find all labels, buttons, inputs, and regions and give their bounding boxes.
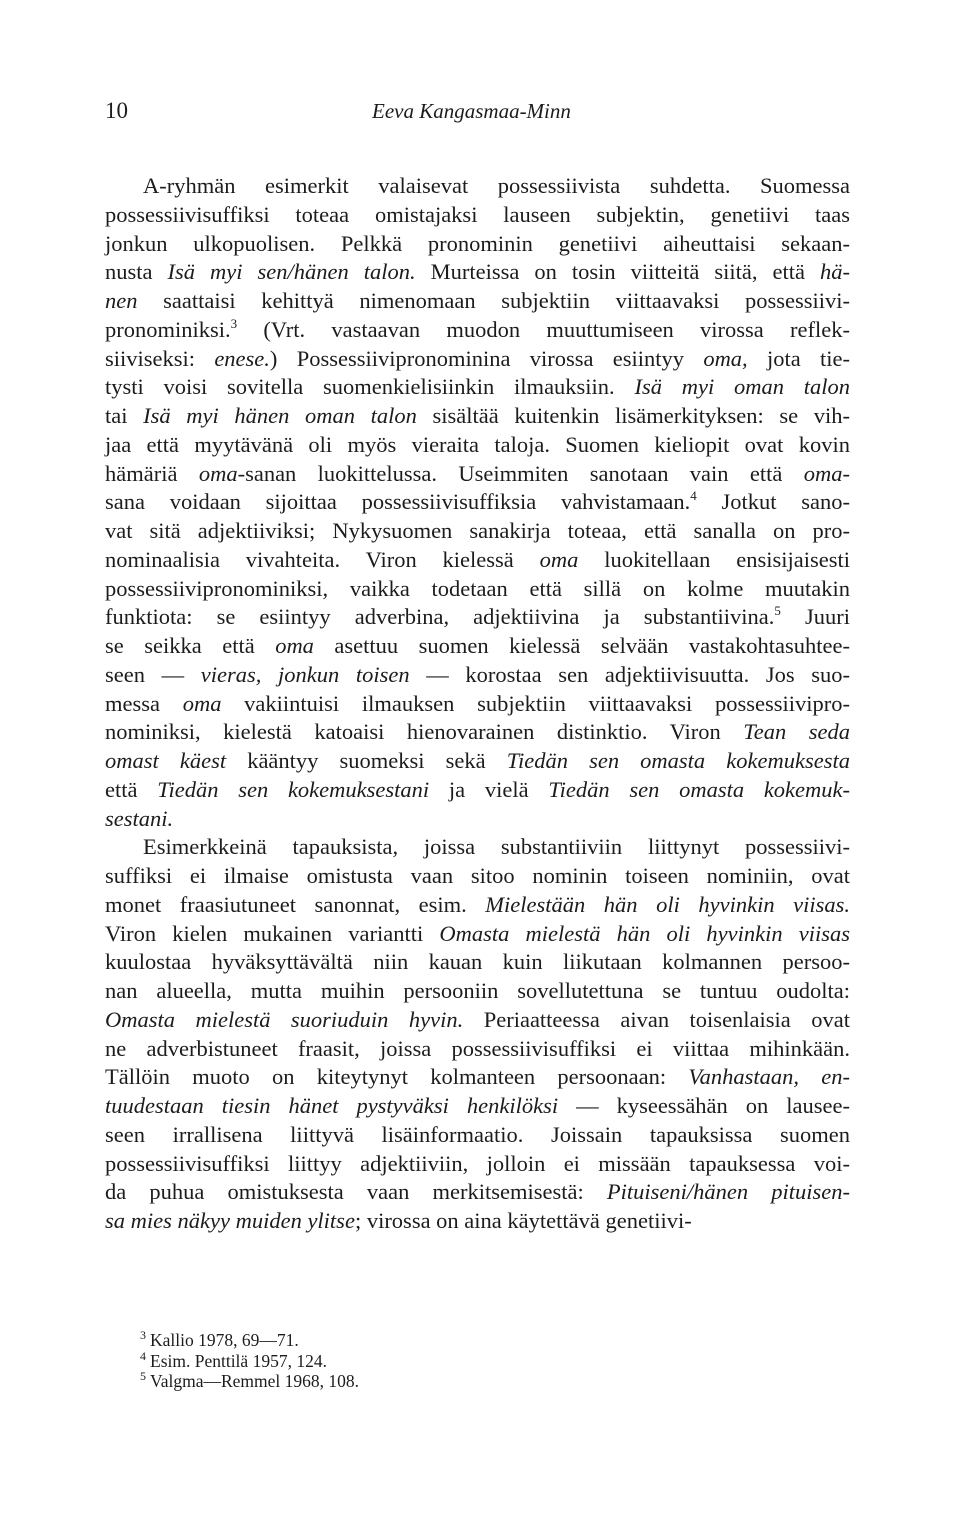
text-span: possessiivisuffiksi toteaa omistajaksi lauseen subjektin, genetiivi taas <box>105 201 850 227</box>
text-span: nan alueella, mutta muihin persooniin sovellutettuna se tuntuu oudolta: <box>105 978 850 1003</box>
text-span: kuulostaa hyväksyttävältä niin kauan kuin liikutaan kolmannen persoo- <box>105 949 850 975</box>
text-line <box>105 431 850 460</box>
text-span: monet fraasiutuneet sanonnat, esim. <box>105 891 486 917</box>
text-span: siiviseksi: <box>105 345 215 371</box>
italic-span: oma, <box>703 345 748 371</box>
footnote-text: Kallio 1978, 69—71. <box>150 1330 299 1350</box>
text-span: nominaalisia vivahteita. Viron kielessä <box>105 546 540 572</box>
text-span: ) Possessiivipronominina virossa esiintyy <box>269 345 704 371</box>
text-line <box>105 862 850 891</box>
text-line <box>105 258 850 287</box>
italic-span: oma <box>539 546 579 572</box>
text-line <box>105 488 850 517</box>
italic-span: sa mies näkyy muiden ylitse <box>105 1208 355 1233</box>
footnote <box>140 1371 640 1392</box>
text-span: funktiota: se esiintyy adverbina, adjektiivina ja substantiivina. <box>105 604 775 630</box>
text-span: possessiivipronominiksi, vaikka todetaan että sillä on kolme muutakin <box>105 575 850 601</box>
text-line <box>105 402 850 431</box>
paragraph <box>105 172 850 833</box>
text-line <box>105 1121 850 1150</box>
text-line <box>105 661 850 690</box>
italic-span: oma- <box>803 460 850 486</box>
text-line <box>105 1092 850 1121</box>
footnote-ref: 5 <box>774 603 781 619</box>
text-span: Murteissa on tosin viitteitä siitä, että <box>415 259 821 285</box>
text-span: jonkun ulkopuolisen. Pelkkä pronominin genetiivi aiheuttaisi sekaan- <box>105 230 850 256</box>
text-span: vakiintuisi ilmauksen subjektiin viittaavaksi possessiivipro- <box>221 690 850 716</box>
text-span: messa <box>105 690 183 716</box>
text-line <box>105 172 850 201</box>
text-line <box>105 546 850 575</box>
page-number: 10 <box>105 98 128 123</box>
text-span: sisältää kuitenkin lisämerkityksen: se vih- <box>416 403 850 428</box>
italic-span: enese. <box>214 345 270 371</box>
italic-span: nen <box>105 288 138 313</box>
text-line <box>105 690 850 719</box>
text-span: jota tie- <box>747 345 850 371</box>
text-line <box>105 948 850 977</box>
text-line <box>105 373 850 402</box>
text-span: asettuu suomen kielessä selvään vastakohtasuhtee- <box>313 633 851 658</box>
italic-span: Vanhastaan, en- <box>688 1064 850 1090</box>
text-span: — korostaa sen adjektiivisuutta. Jos suo- <box>409 661 850 687</box>
text-span: Juuri <box>780 604 851 630</box>
italic-span: Tiedän sen omasta kokemuk- <box>548 776 851 802</box>
italic-span: oma <box>275 633 314 658</box>
italic-span: Omasta mielestä suoriuduin hyvin. <box>105 1006 464 1032</box>
text-line <box>105 891 850 920</box>
text-line <box>105 776 850 805</box>
italic-span: omast käest <box>105 748 227 773</box>
text-span: Viron kielen mukainen variantti <box>105 920 440 946</box>
text-span: ja vielä <box>429 776 549 802</box>
footnote-number: 3 <box>140 1328 146 1342</box>
text-line <box>105 1207 850 1236</box>
text-span: possessiivisuffiksi liittyy adjektiiviin, jolloin ei missään tapauksessa voi- <box>105 1150 850 1176</box>
text-line <box>105 977 850 1006</box>
text-span: suffiksi ei ilmaise omistusta vaan sitoo nominin toiseen nominiin, ovat <box>105 863 850 888</box>
text-span: kääntyy suomeksi sekä <box>226 748 507 773</box>
italic-span: Omasta mielestä hän oli hyvinkin viisas <box>439 920 850 946</box>
text-span: luokitellaan ensisijaisesti <box>578 546 850 572</box>
italic-span: Isä myi hänen oman talon <box>143 403 417 428</box>
text-line <box>105 603 850 632</box>
footnote-text: Esim. Penttilä 1957, 124. <box>150 1350 327 1371</box>
text-span: Jotkut sano- <box>696 489 850 515</box>
italic-span: Isä myi oman talon <box>634 374 850 400</box>
text-line <box>105 718 850 747</box>
text-span: (Vrt. vastaavan muodon muuttumiseen virossa reflek- <box>237 316 850 342</box>
text-line <box>105 1035 850 1064</box>
text-span: että <box>105 776 158 802</box>
text-span: seen irrallisena liittyvä lisäinformaatio. Joissain tapauksissa suomen <box>105 1121 850 1147</box>
footnote-text: Valgma—Remmel 1968, 108. <box>150 1371 360 1391</box>
text-span: hämäriä <box>105 460 199 486</box>
text-span: Periaatteessa aivan toisenlaisia ovat <box>463 1006 850 1032</box>
page-header <box>105 98 850 132</box>
italic-span: hä- <box>820 259 851 285</box>
text-span: se seikka että <box>105 633 276 658</box>
italic-span: sestani. <box>105 805 174 831</box>
text-span: nominiksi, kielestä katoaisi hienovarainen distinktio. Viron <box>105 719 744 745</box>
text-span: -sanan luokittelussa. Useimmiten sanotaan vain että <box>237 460 804 486</box>
text-line <box>105 747 850 776</box>
text-span: nusta <box>105 259 168 285</box>
footnotes <box>140 1330 640 1392</box>
italic-span: oma <box>182 690 222 716</box>
body-text <box>105 172 850 1236</box>
italic-span: Tiedän sen omasta kokemuksesta <box>506 748 850 773</box>
text-line <box>105 805 850 834</box>
italic-span: Isä myi sen/hänen talon. <box>167 259 416 285</box>
running-head: Eeva Kangasmaa-Minn <box>372 99 571 123</box>
text-line <box>105 575 850 604</box>
text-span: ; virossa on aina käytettävä genetiivi- <box>354 1208 692 1233</box>
italic-span: Tean seda <box>743 719 850 745</box>
text-line <box>105 345 850 374</box>
text-line <box>105 632 850 661</box>
text-line <box>105 1006 850 1035</box>
text-line <box>105 920 850 949</box>
text-span: ne adverbistuneet fraasit, joissa possessiivisuffiksi ei viittaa mihinkään. <box>105 1035 850 1061</box>
text-line <box>105 201 850 230</box>
footnote-ref: 3 <box>230 315 238 331</box>
text-span: Esimerkkeinä tapauksista, joissa substantiiviin liittynyt possessiivi- <box>143 834 850 860</box>
italic-span: Mielestään hän oli hyvinkin viisas. <box>485 891 850 917</box>
text-line <box>105 1063 850 1092</box>
text-line <box>105 230 850 259</box>
text-span: sana voidaan sijoittaa possessiivisuffiksia vahvistamaan. <box>105 489 691 515</box>
italic-span: Pituiseni/hänen pituisen- <box>606 1179 850 1205</box>
text-span: — kyseessähän on lausee- <box>558 1093 850 1118</box>
text-line <box>105 1150 850 1179</box>
footnote-number: 4 <box>140 1348 146 1363</box>
text-span: jaa että myytävänä oli myös vieraita taloja. Suomen kieliopit ovat kovin <box>105 431 850 457</box>
text-line <box>105 1178 850 1207</box>
italic-span: Tiedän sen kokemuksestani <box>157 776 430 802</box>
text-span: da puhua omistuksesta vaan merkitsemisestä: <box>105 1179 607 1205</box>
text-span: tai <box>105 403 144 428</box>
footnote-number: 5 <box>140 1369 146 1383</box>
italic-span: vieras, jonkun toisen <box>200 661 410 687</box>
text-span: seen — <box>105 661 201 687</box>
paragraph <box>105 833 850 1236</box>
text-span: pronominiksi. <box>105 316 231 342</box>
italic-span: tuudestaan tiesin hänet pystyväksi henkilöksi <box>105 1093 559 1118</box>
text-span: vat sitä adjektiiviksi; Nykysuomen sanakirja toteaa, että sanalla on pro- <box>105 518 850 543</box>
text-line <box>105 460 850 489</box>
text-line <box>105 833 850 862</box>
text-span: tysti voisi sovitella suomenkielisiinkin ilmauksiin. <box>105 374 635 400</box>
text-span: A-ryhmän esimerkit valaisevat possessiivista suhdetta. Suomessa <box>143 173 850 198</box>
text-span: Tällöin muoto on kiteytynyt kolmanteen persoonaan: <box>105 1064 689 1090</box>
footnote <box>140 1330 640 1351</box>
text-line <box>105 287 850 316</box>
footnote <box>140 1348 640 1372</box>
text-line <box>105 517 850 546</box>
footnote-ref: 4 <box>690 488 697 504</box>
italic-span: oma <box>198 460 238 486</box>
text-span: saattaisi kehittyä nimenomaan subjektiin viittaavaksi possessiivi- <box>137 288 850 313</box>
text-line <box>105 316 850 345</box>
